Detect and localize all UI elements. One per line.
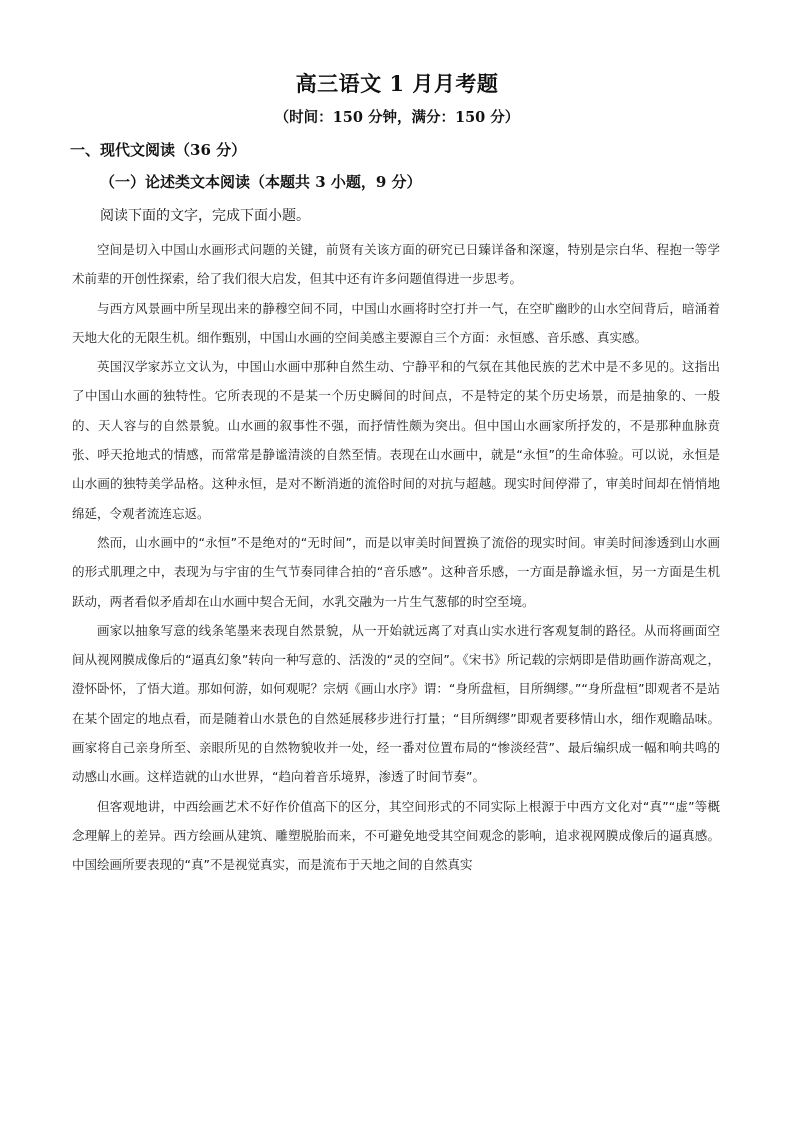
passage-paragraph: 但客观地讲，中西绘画艺术不好作价值高下的区分，其空间形式的不同实际上根源于中西方文化对“真”“虚”等概念理解上的差异。西方绘画从建筑、雕塑脱胎而来，不可避免地受其空间观念的影响，追求视网膜成像后的逼真感。中国绘画所要表现的“真”不是视觉真实，而是流布于天地之间的自然真实	[72, 798, 720, 873]
reading-passage	[72, 235, 720, 880]
reading-instruction: 阅读下面的文字，完成下面小题。	[100, 208, 310, 224]
passage-paragraph: 英国汉学家苏立文认为，中国山水画中那种自然生动、宁静平和的气氛在其他民族的艺术中是不多见的。这指出了中国山水画的独特性。它所表现的不是某一个历史瞬间的时间点，不是特定的某个历史场景，而是抽象的、一般的、天人容与的自然景貌。山水画的叙事性不强，而抒情性颇为突出。但中国山水画家所抒发的，不是那种血脉贲张、呼天抢地式的情感，而常常是静谧清淡的自然至情。表现在山水画中，就是“永恒”的生命体验。可以说，永恒是山水画的独特美学品格。这种永恒，是对不断消逝的流俗时间的对抗与超越。现实时间停滞了，审美时间却在悄悄地绵延，令观者流连忘返。	[72, 359, 720, 521]
passage-paragraph: 与西方风景画中所呈现出来的静穆空间不同，中国山水画将时空打并一气，在空旷幽眇的山水空间背后，暗涌着天地大化的无限生机。细作甄别，中国山水画的空间美感主要源自三个方面：永恒感、音乐感、真实感。	[72, 300, 720, 345]
section-heading: 一、现代文阅读（36 分）	[70, 141, 247, 159]
passage-paragraph: 空间是切入中国山水画形式问题的关键，前贤有关该方面的研究已日臻详备和深邃，特别是宗白华、程抱一等学术前辈的开创性探索，给了我们很大启发，但其中还有许多问题值得进一步思考。	[72, 242, 720, 287]
passage-paragraph: 然而，山水画中的“永恒”不是绝对的“无时间”，而是以审美时间置换了流俗的现实时间。审美时间渗透到山水画的形式肌理之中，表现为与宇宙的生气节奏同律合拍的“音乐感”。这种音乐感，一方面是静谧永恒，另一方面是生机跃动，两者看似矛盾却在山水画中契合无间，水乳交融为一片生气葱郁的时空至境。	[72, 534, 720, 609]
exam-time-and-score: （时间：150 分钟，满分：150 分）	[274, 109, 520, 126]
passage-paragraph: 画家以抽象写意的线条笔墨来表现自然景貌，从一开始就远离了对真山实水进行客观复制的路径。从而将画面空间从视网膜成像后的“逼真幻象”转向一种写意的、活泼的“灵的空间”。《宋书》所记载的宗炳即是借助画作游高观之，澄怀卧怀，了悟大道。那如何游，如何观呢？宗炳《画山水序》谓：“身所盘桓，目所绸缪。”“身所盘桓”即观者不是站在某个固定的地点看，而是随着山水景色的自然延展移步进行打量；“目所绸缪”即观者要移情山水，细作观瞻品味。画家将自己亲身所至、亲眼所见的自然物貌收并一处，经一番对位置布局的“惨淡经营”、最后编织成一幅和响共鸣的动感山水画。这样造就的山水世界，“趋向着音乐境界，渗透了时间节奏”。	[72, 622, 720, 785]
subsection-heading: （一）论述类文本阅读（本题共 3 小题，9 分）	[100, 173, 422, 191]
exam-title: 高三语文 1 月月考题	[295, 71, 499, 96]
